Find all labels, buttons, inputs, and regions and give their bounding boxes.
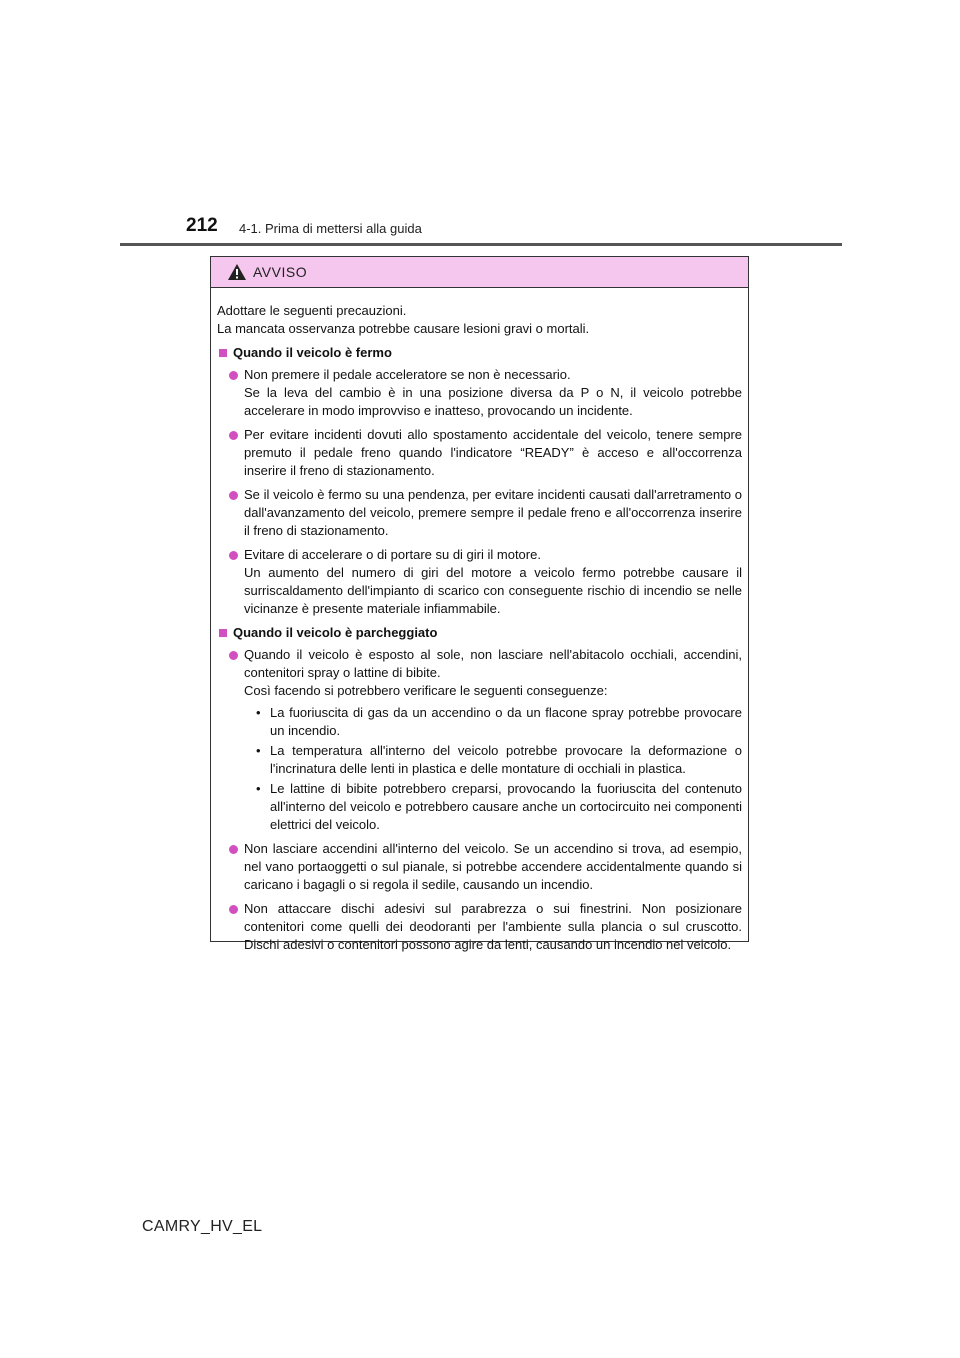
bullet-text: Quando il veicolo è esposto al sole, non lasciare nell'abitacolo occhiali, accendini, contenitori spray o lattine di bibite. [244,647,742,680]
list-item [229,840,742,894]
dash-text: La fuoriuscita di gas da un accendino o da un flacone spray potrebbe provocare un incendio. [270,705,742,738]
section-heading [217,344,742,362]
bullet-text: Non lasciare accendini all'interno del veicolo. Se un accendino si trova, ad esempio, nel vano portaoggetti o sul pianale, si potrebbe accendere accidentalmente quando si caricano i bagagli o si regola il sedile, causando un incendio. [244,841,742,892]
list-item [229,900,742,954]
list-item [229,546,742,618]
bullet-text: Così facendo si potrebbero verificare le seguenti conseguenze: [244,683,608,698]
bullet-text: Per evitare incidenti dovuti allo spostamento accidentale del veicolo, tenere sempre premuto il pedale freno quando l'indicatore “READY” è acceso e all'occorrenza inserire il freno di stazionamento. [244,427,742,478]
round-bullet-icon [229,905,238,914]
round-bullet-icon [229,845,238,854]
header-rule [120,243,842,246]
intro-line-1: Adottare le seguenti precauzioni. [217,303,407,318]
square-bullet-icon [219,349,227,357]
warning-title: AVVISO [253,264,308,280]
dash-item: • Le lattine di bibite potrebbero creparsi, provocando la fuoriuscita del contenuto all'interno del veicolo e potrebbero causare anche un cortocircuito nei componenti elettrici del veicolo. [256,781,742,832]
bullet-text: Se il veicolo è fermo su una pendenza, per evitare incidenti causati dall'arretramento o dall'avanzamento del veicolo, premere sempre il pedale freno e all'occorrenza inserire il freno di stazionamento. [244,487,742,538]
page-header [0,0,960,250]
round-bullet-icon [229,651,238,660]
section-heading-text: Quando il veicolo è parcheggiato [233,625,438,640]
list-item [229,366,742,420]
section-heading-text: Quando il veicolo è fermo [233,345,392,360]
list-item [229,486,742,540]
intro-line-2: La mancata osservanza potrebbe causare lesioni gravi o mortali. [217,321,590,336]
list-item [229,646,742,834]
round-bullet-icon [229,371,238,380]
round-bullet-icon [229,491,238,500]
warning-body [211,288,748,954]
bullet-text: Non premere il pedale acceleratore se non è necessario. [244,367,571,382]
dash-item: • La temperatura all'interno del veicolo potrebbe provocare la deformazione o l'incrinatura delle lenti in plastica e delle montature di occhiali in plastica. [256,743,742,776]
bullet-text: Non attaccare dischi adesivi sul parabrezza o sui finestrini. Non posizionare contenitori come quelli dei deodoranti per l'ambiente sulla plancia o sul cruscotto. Dischi adesivi o contenitori possono agire da lenti, causando un incendio nel veicolo. [244,901,742,952]
dash-text: La temperatura all'interno del veicolo potrebbe provocare la deformazione o l'incrinatura delle lenti in plastica e delle montature di occhiali in plastica. [270,743,742,776]
section-title: 4-1. Prima di mettersi alla guida [239,221,422,236]
document-code: CAMRY_HV_EL [142,1218,263,1235]
warning-header [211,257,748,288]
bullet-text: Evitare di accelerare o di portare su di giri il motore. [244,547,541,562]
square-bullet-icon [219,629,227,637]
round-bullet-icon [229,431,238,440]
warning-box [210,256,749,952]
bullet-text: Se la leva del cambio è in una posizione diversa da P o N, il veicolo potrebbe accelerare in modo improvviso e inatteso, provocando un incidente. [244,385,742,418]
dash-text: Le lattine di bibite potrebbero creparsi, provocando la fuoriuscita del contenuto all'interno del veicolo e potrebbero causare anche un cortocircuito nei componenti elettrici del veicolo. [270,781,742,832]
round-bullet-icon [229,551,238,560]
section-heading [217,624,742,642]
list-item [229,426,742,480]
warning-triangle-icon [227,263,247,281]
page-number: 212 [186,215,218,236]
bullet-text: Un aumento del numero di giri del motore a veicolo fermo potrebbe causare il surriscaldamento dell'impianto di scarico con conseguente rischio di incendio se nelle vicinanze è presente materiale infiammabile. [244,565,742,616]
dash-item: • La fuoriuscita di gas da un accendino o da un flacone spray potrebbe provocare un incendio. [256,705,742,738]
